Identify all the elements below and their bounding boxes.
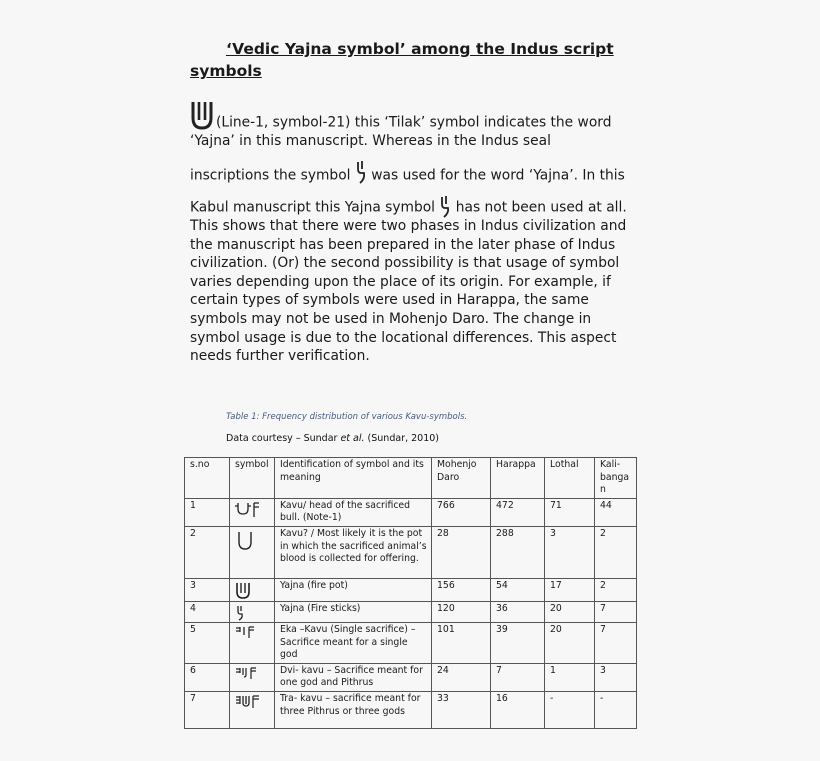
- cell-symbol: [230, 601, 275, 622]
- cell-meaning: Dvi- kavu – Sacrifice meant for one god and Pithrus: [275, 663, 432, 691]
- cell-mohenjo-daro: 33: [432, 691, 491, 728]
- cell-meaning: Yajna (Fire sticks): [275, 601, 432, 622]
- cell-sno: 6: [185, 663, 230, 691]
- fire-pot-icon: [235, 582, 251, 600]
- cell-kalibangan: 3: [595, 663, 637, 691]
- table-row: [185, 498, 637, 526]
- cell-symbol: [230, 526, 275, 578]
- cell-harappa: 288: [491, 526, 545, 578]
- paragraph-text-2b: was used for the word ‘Yajna’. In this: [371, 167, 625, 184]
- cell-kalibangan: 7: [595, 601, 637, 622]
- cell-lothal: 1: [545, 663, 595, 691]
- header-harappa: Harappa: [491, 458, 545, 499]
- table-row: [185, 526, 637, 578]
- cell-mohenjo-daro: 24: [432, 663, 491, 691]
- page-title: ‘Vedic Yajna symbol’ among the Indus script symbols: [190, 40, 614, 80]
- cell-harappa: 36: [491, 601, 545, 622]
- cell-meaning: Kavu? / Most likely it is the pot in which the sacrificed animal’s blood is collected for offering.: [275, 526, 432, 578]
- fire-sticks-icon: [235, 605, 247, 621]
- cell-meaning: Tra- kavu – sacrifice meant for three Pithrus or three gods: [275, 691, 432, 728]
- tra-kavu-icon: [235, 695, 261, 711]
- paragraph-text-3b: has not been used at all. This shows that there were two phases in Indus civilization and the manuscript has been prepared in the later phase of Indus civilization. (Or) the second possibility is that usage of symbol varies depending upon the place of its origin. For example, if certain types of symbols were used in Harappa, the same symbols may not be used in Mohenjo Daro. The change in symbol usage is due to the locational differences. This aspect needs further verification.: [190, 199, 627, 365]
- cell-sno: 4: [185, 601, 230, 622]
- cell-lothal: 20: [545, 601, 595, 622]
- paragraph-line-2: [190, 159, 640, 185]
- cell-mohenjo-daro: 766: [432, 498, 491, 526]
- cell-kalibangan: 7: [595, 622, 637, 663]
- header-lothal: Lothal: [545, 458, 595, 499]
- cell-harappa: 39: [491, 622, 545, 663]
- cell-sno: 7: [185, 691, 230, 728]
- data-courtesy: [226, 433, 439, 444]
- paragraph-text-2a: inscriptions the symbol: [190, 167, 351, 184]
- table-caption: Table 1: Frequency distribution of various Kavu-symbols.: [226, 412, 468, 422]
- cell-lothal: 3: [545, 526, 595, 578]
- paragraph-line-1: [190, 98, 640, 151]
- pot-icon: [235, 530, 255, 552]
- cell-mohenjo-daro: 28: [432, 526, 491, 578]
- paragraph-text-1: (Line-1, symbol-21) this ‘Tilak’ symbol indicates the word ‘Yajna’ in this manuscript. Whereas in the Indus seal: [190, 114, 612, 149]
- cell-symbol: [230, 578, 275, 601]
- kavu-head-icon: [235, 502, 263, 520]
- cell-lothal: 71: [545, 498, 595, 526]
- cell-kalibangan: 44: [595, 498, 637, 526]
- header-symbol: symbol: [230, 458, 275, 499]
- cell-kalibangan: -: [595, 691, 637, 728]
- cell-mohenjo-daro: 120: [432, 601, 491, 622]
- table-row: [185, 622, 637, 663]
- cell-lothal: 17: [545, 578, 595, 601]
- courtesy-etal: et al.: [340, 433, 365, 444]
- cell-harappa: 54: [491, 578, 545, 601]
- cell-sno: 3: [185, 578, 230, 601]
- cell-symbol: [230, 498, 275, 526]
- fire-sticks-symbol-icon: [439, 195, 451, 219]
- cell-harappa: 472: [491, 498, 545, 526]
- cell-sno: 2: [185, 526, 230, 578]
- cell-meaning: Yajna (fire pot): [275, 578, 432, 601]
- cell-lothal: -: [545, 691, 595, 728]
- dvi-kavu-icon: [235, 667, 259, 683]
- fire-sticks-symbol-icon: [355, 159, 367, 185]
- cell-symbol: [230, 663, 275, 691]
- paragraph-text-3a: Kabul manuscript this Yajna symbol: [190, 199, 435, 216]
- paragraph-line-3: [190, 195, 640, 366]
- header-kalibangan: Kali-bangan: [595, 458, 637, 499]
- tilak-symbol-icon: [190, 98, 214, 132]
- cell-symbol: [230, 622, 275, 663]
- courtesy-prefix: Data courtesy – Sundar: [226, 433, 341, 444]
- table-header-row: [185, 458, 637, 499]
- cell-kalibangan: 2: [595, 526, 637, 578]
- cell-mohenjo-daro: 101: [432, 622, 491, 663]
- cell-lothal: 20: [545, 622, 595, 663]
- cell-mohenjo-daro: 156: [432, 578, 491, 601]
- header-sno: s.no: [185, 458, 230, 499]
- header-mohenjo-daro: Mohenjo Daro: [432, 458, 491, 499]
- table-row: [185, 578, 637, 601]
- table-row: [185, 663, 637, 691]
- eka-kavu-icon: [235, 626, 257, 642]
- cell-harappa: 7: [491, 663, 545, 691]
- frequency-table: [184, 457, 637, 729]
- cell-kalibangan: 2: [595, 578, 637, 601]
- cell-harappa: 16: [491, 691, 545, 728]
- cell-symbol: [230, 691, 275, 728]
- cell-meaning: Kavu/ head of the sacrificed bull. (Note-1): [275, 498, 432, 526]
- courtesy-suffix: (Sundar, 2010): [364, 433, 440, 444]
- table-row: [185, 601, 637, 622]
- header-identification: Identification of symbol and its meaning: [275, 458, 432, 499]
- table-row: [185, 691, 637, 728]
- cell-sno: 1: [185, 498, 230, 526]
- cell-sno: 5: [185, 622, 230, 663]
- cell-meaning: Eka –Kavu (Single sacrifice) – Sacrifice meant for a single god: [275, 622, 432, 663]
